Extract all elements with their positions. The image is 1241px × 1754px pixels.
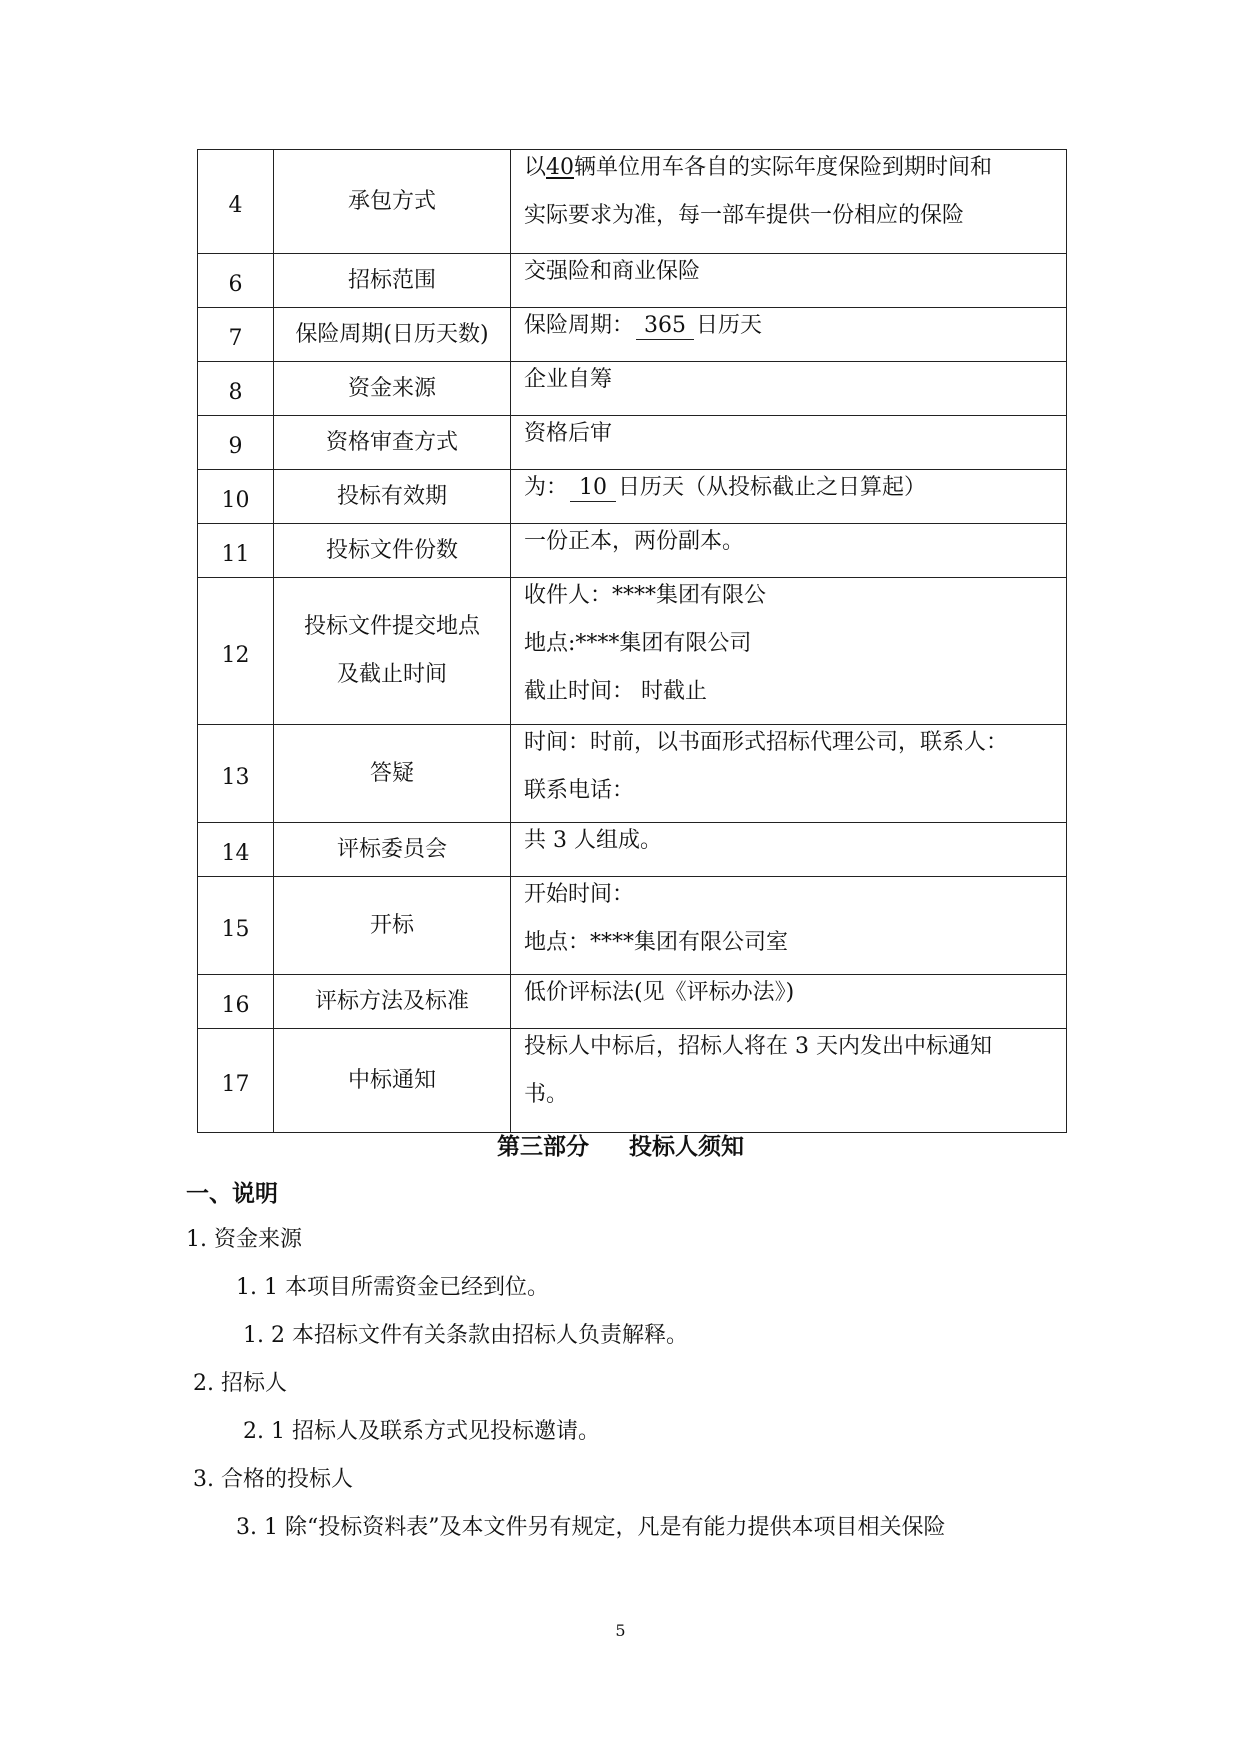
row-item-text: 答疑 bbox=[369, 760, 414, 786]
table-row bbox=[198, 254, 1067, 308]
row-item-text: 评标委员会 bbox=[336, 836, 447, 862]
table-row bbox=[198, 524, 1067, 578]
table-row bbox=[198, 150, 1067, 254]
table-row bbox=[198, 725, 1067, 823]
row-content bbox=[511, 150, 1067, 254]
table-row bbox=[198, 578, 1067, 725]
row-number: 17 bbox=[198, 1033, 274, 1137]
row-content-line bbox=[524, 302, 1058, 350]
table-row bbox=[198, 308, 1067, 362]
row-content-line: 联系电话： bbox=[524, 778, 635, 803]
clause-2: 2. 招标人 bbox=[193, 1371, 287, 1396]
row-number: 15 bbox=[198, 881, 274, 979]
clause-3-1: 3. 1 除“投标资料表”及本文件另有规定，凡是有能力提供本项目相关保险 bbox=[236, 1515, 946, 1540]
row-number: 6 bbox=[198, 258, 274, 312]
part-title bbox=[0, 1128, 1241, 1161]
content-prefix: 保险周期： bbox=[524, 313, 635, 338]
part-title-number: 第三部分 bbox=[497, 1134, 589, 1160]
row-content bbox=[511, 823, 1067, 877]
row-content bbox=[511, 362, 1067, 416]
row-content bbox=[511, 578, 1067, 725]
section-heading: 一、说明 bbox=[186, 1181, 278, 1207]
row-content bbox=[511, 1029, 1067, 1133]
row-content bbox=[511, 524, 1067, 578]
row-item bbox=[274, 1029, 511, 1133]
row-item-text: 中标通知 bbox=[347, 1067, 436, 1093]
row-item bbox=[274, 150, 511, 254]
row-content-line: 一份正本，两份副本。 bbox=[524, 529, 745, 554]
row-item bbox=[274, 362, 511, 416]
content-suffix: 辆单位用车各自的实际年度保险到期时间和 bbox=[574, 155, 993, 180]
row-number: 4 bbox=[198, 154, 274, 258]
clause-1-1: 1. 1 本项目所需资金已经到位。 bbox=[236, 1275, 549, 1300]
row-item-text: 及截止时间 bbox=[336, 662, 447, 687]
row-number: 9 bbox=[198, 420, 274, 474]
row-item bbox=[274, 254, 511, 308]
row-item-text: 投标有效期 bbox=[336, 483, 447, 509]
tender-info-table bbox=[197, 149, 1067, 1133]
row-content-line: 实际要求为准，每一部车提供一份相应的保险 bbox=[524, 203, 965, 228]
row-content-line: 企业自筹 bbox=[524, 367, 613, 392]
table-row bbox=[198, 1029, 1067, 1133]
clause-3: 3. 合格的投标人 bbox=[193, 1467, 353, 1492]
row-content bbox=[511, 877, 1067, 975]
row-content-line: 截止时间： 时截止 bbox=[524, 679, 707, 704]
row-content-line bbox=[524, 144, 1058, 192]
row-content-line bbox=[524, 464, 1058, 512]
clause-1-2: 1. 2 本招标文件有关条款由招标人负责解释。 bbox=[243, 1323, 688, 1348]
table-row bbox=[198, 416, 1067, 470]
row-content-line: 收件人：****集团有限公 bbox=[524, 583, 767, 608]
row-number: 16 bbox=[198, 979, 274, 1033]
row-item bbox=[274, 975, 511, 1029]
row-content-line: 地点:****集团有限公司 bbox=[524, 631, 752, 656]
content-suffix: 日历天（从投标截止之日算起） bbox=[618, 475, 927, 500]
clause-2-1: 2. 1 招标人及联系方式见投标邀请。 bbox=[243, 1419, 600, 1444]
row-item-text: 资格审查方式 bbox=[325, 429, 458, 455]
row-content bbox=[511, 975, 1067, 1029]
row-item-text: 开标 bbox=[369, 912, 414, 938]
underlined-value: 10 bbox=[570, 475, 616, 502]
row-number: 14 bbox=[198, 827, 274, 881]
row-item bbox=[274, 416, 511, 470]
row-content-line: 资格后审 bbox=[524, 421, 613, 446]
underlined-value: 365 bbox=[636, 313, 694, 340]
row-content-line: 开始时间： bbox=[524, 882, 635, 907]
row-content bbox=[511, 254, 1067, 308]
row-number: 7 bbox=[198, 312, 274, 366]
row-content-line: 低价评标法(见《评标办法》) bbox=[524, 980, 795, 1005]
row-content-line: 投标人中标后，招标人将在 3 天内发出中标通知 bbox=[524, 1034, 992, 1059]
table-row bbox=[198, 975, 1067, 1029]
row-content bbox=[511, 470, 1067, 524]
clause-1: 1. 资金来源 bbox=[186, 1227, 302, 1252]
row-content bbox=[511, 308, 1067, 362]
row-item-text: 评标方法及标准 bbox=[314, 988, 469, 1014]
row-item-text: 保险周期(日历天数) bbox=[295, 321, 489, 347]
row-item bbox=[274, 524, 511, 578]
row-content bbox=[511, 725, 1067, 823]
row-item bbox=[274, 308, 511, 362]
content-suffix: 日历天 bbox=[696, 313, 763, 338]
row-item-text: 招标范围 bbox=[347, 267, 436, 293]
row-item bbox=[274, 725, 511, 823]
row-content bbox=[511, 416, 1067, 470]
row-item bbox=[274, 470, 511, 524]
row-item bbox=[274, 578, 511, 725]
row-number: 12 bbox=[198, 582, 274, 729]
page-number: 5 bbox=[615, 1621, 626, 1640]
row-content-line: 时间：时前，以书面形式招标代理公司，联系人： bbox=[524, 730, 1009, 755]
content-prefix: 以 bbox=[524, 155, 547, 180]
table-row bbox=[198, 877, 1067, 975]
table-row bbox=[198, 470, 1067, 524]
row-item-text: 投标文件提交地点 bbox=[303, 614, 480, 639]
row-number: 10 bbox=[198, 474, 274, 528]
part-title-name: 投标人须知 bbox=[629, 1134, 744, 1160]
row-content-line: 共 3 人组成。 bbox=[524, 828, 662, 853]
table-row bbox=[198, 823, 1067, 877]
row-content-line: 地点：****集团有限公司室 bbox=[524, 930, 789, 955]
row-item bbox=[274, 877, 511, 975]
row-item bbox=[274, 823, 511, 877]
row-item-text: 承包方式 bbox=[347, 188, 436, 214]
row-number: 13 bbox=[198, 729, 274, 827]
row-number: 8 bbox=[198, 366, 274, 420]
row-item-text: 投标文件份数 bbox=[325, 537, 458, 563]
content-prefix: 为： bbox=[524, 475, 569, 500]
underlined-value: 40 bbox=[546, 155, 575, 180]
row-content-line: 交强险和商业保险 bbox=[524, 259, 701, 284]
table-row bbox=[198, 362, 1067, 416]
row-item-text: 资金来源 bbox=[347, 375, 436, 401]
row-content-line: 书。 bbox=[524, 1082, 569, 1107]
row-number: 11 bbox=[198, 528, 274, 582]
